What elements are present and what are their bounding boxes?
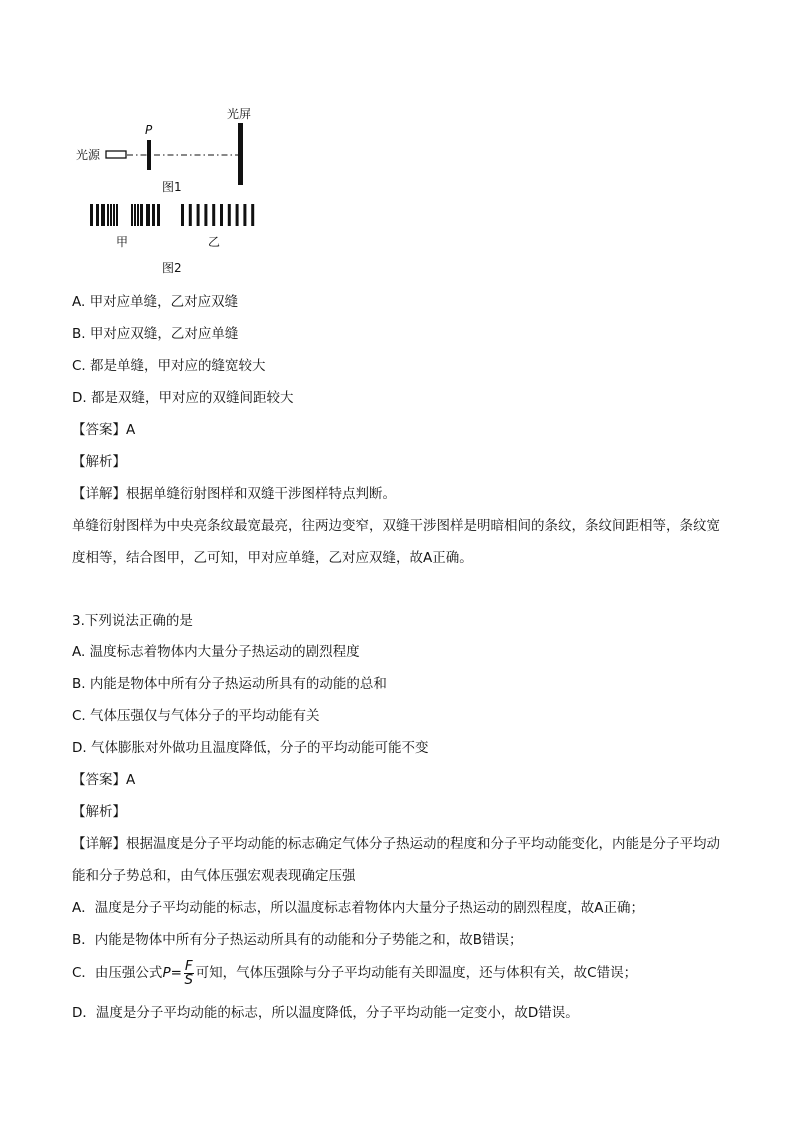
q3-option-c: C. 气体压强仅与气体分子的平均动能有关 <box>72 708 320 724</box>
q2-option-a: A. 甲对应单缝，乙对应双缝 <box>72 294 239 310</box>
jia-fringe <box>137 204 139 226</box>
jia-fringe <box>146 204 150 226</box>
q3-solution-a: A．温度是分子平均动能的标志，所以温度标志着物体内大量分子热运动的剧烈程度，故A正确； <box>72 900 644 916</box>
yi-label: 乙 <box>208 235 221 249</box>
q2-analysis-heading: 【解析】 <box>72 454 126 470</box>
q2-option-b: B. 甲对应双缝，乙对应单缝 <box>72 326 239 342</box>
jia-fringe <box>107 204 109 226</box>
q3-answer: 【答案】A <box>72 772 136 788</box>
jia-label: 甲 <box>116 235 129 249</box>
pressure-symbol: P <box>162 965 171 981</box>
jia-fringe <box>140 204 143 226</box>
q3-detail: 【详解】根据温度是分子平均动能的标志确定气体分子热运动的程度和分子平均动能变化，内能是分子平均动能和分子势总和，由气体压强宏观表现确定压强 <box>72 836 720 884</box>
jia-fringe <box>131 204 133 226</box>
yi-fringe <box>243 204 246 226</box>
q3-option-a: A. 温度标志着物体内大量分子热运动的剧烈程度 <box>72 644 360 660</box>
pressure-fraction <box>184 957 194 988</box>
q2-option-c: C. 都是单缝，甲对应的缝宽较大 <box>72 358 266 374</box>
fraction-denominator: S <box>184 971 194 988</box>
pattern-jia <box>90 204 160 226</box>
equals-sign: = <box>170 965 182 981</box>
q2-answer: 【答案】A <box>72 422 136 438</box>
yi-fringe <box>181 204 184 226</box>
yi-fringe <box>204 204 207 226</box>
fig2-caption: 图2 <box>162 261 182 275</box>
yi-fringe <box>251 204 254 226</box>
jia-fringe <box>152 204 155 226</box>
q3-option-b: B. 内能是物体中所有分子热运动所具有的动能的总和 <box>72 676 387 692</box>
yi-fringe <box>236 204 239 226</box>
q2-explanation: 单缝衍射图样为中央亮条纹最宽最亮，往两边变窄，双缝干涉图样是明暗相间的条纹，条纹间距相等，条纹宽度相等，结合图甲，乙可知，甲对应单缝，乙对应双缝，故A正确。 <box>72 518 720 566</box>
slit-p <box>147 140 151 170</box>
q3-option-d: D. 气体膨胀对外做功且温度降低，分子的平均动能可能不变 <box>72 740 429 756</box>
q2-option-d: D. 都是双缝，甲对应的双缝间距较大 <box>72 390 294 406</box>
slit-p-label: P <box>145 123 153 137</box>
q3-solution-b: B．内能是物体中所有分子热运动所具有的动能和分子势能之和，故B错误； <box>72 932 523 948</box>
pattern-yi <box>181 204 254 226</box>
q3-analysis-heading: 【解析】 <box>72 804 126 820</box>
light-screen <box>238 123 243 185</box>
fig1-caption: 图1 <box>162 180 182 194</box>
yi-fringe <box>228 204 231 226</box>
jia-fringe <box>110 204 112 226</box>
jia-fringe <box>157 204 160 226</box>
q3-stem: 3.下列说法正确的是 <box>72 613 193 629</box>
q3-solution-d: D．温度是分子平均动能的标志，所以温度降低，分子平均动能一定变小，故D错误。 <box>72 1005 579 1021</box>
jia-fringe <box>113 204 115 226</box>
light-source-label: 光源 <box>76 148 101 162</box>
jia-fringe <box>101 204 105 226</box>
light-source-box <box>106 151 126 158</box>
yi-fringe <box>197 204 200 226</box>
jia-fringe <box>96 204 99 226</box>
yi-fringe <box>220 204 223 226</box>
jia-fringe <box>90 204 93 226</box>
screen-label: 光屏 <box>227 107 252 121</box>
q2-detail: 【详解】根据单缝衍射图样和双缝干涉图样特点判断。 <box>72 486 396 502</box>
yi-fringe <box>212 204 215 226</box>
q3-solution-c <box>72 958 637 988</box>
yi-fringe <box>189 204 192 226</box>
jia-fringe <box>134 204 136 226</box>
jia-fringe <box>116 204 118 226</box>
fraction-numerator: F <box>184 957 193 974</box>
q3-solution-c-prefix: C．由压强公式 <box>72 965 163 981</box>
q3-solution-c-suffix: 可知，气体压强除与分子平均动能有关即温度，还与体积有关，故C错误； <box>195 965 638 981</box>
